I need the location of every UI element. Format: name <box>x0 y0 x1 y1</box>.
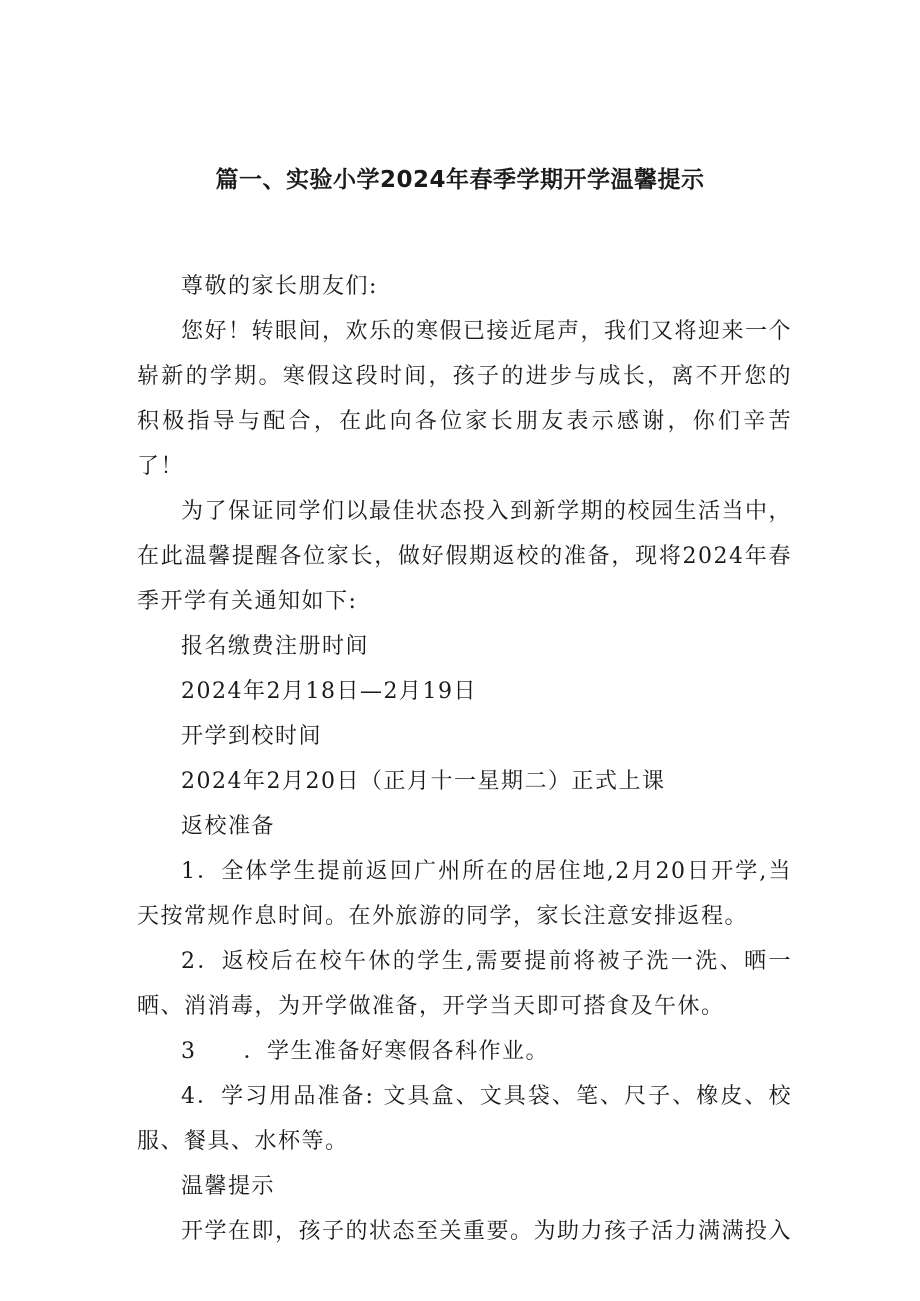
preparation-item-3: 3 ．学生准备好寒假各科作业。 <box>181 1039 549 1064</box>
registration-heading: 报名缴费注册时间 <box>181 634 370 659</box>
document-title: 篇一、实验小学2024年春季学期开学温馨提示 <box>215 167 705 193</box>
document-body <box>137 264 792 1254</box>
arrival-date: 2024年2月20日（正月十一星期二）正式上课 <box>181 769 666 794</box>
preparation-heading: 返校准备 <box>181 814 276 839</box>
intro-paragraph: 您好！转眼间，欢乐的寒假已接近尾声，我们又将迎来一个崭新的学期。寒假这段时间，孩子的进步与成长，离不开您的积极指导与配合，在此向各位家长朋友表示感谢，你们辛苦了！ <box>137 319 793 479</box>
greeting: 尊敬的家长朋友们: <box>181 274 378 299</box>
preparation-item-4: 4．学习用品准备: 文具盒、文具袋、笔、尺子、橡皮、校服、餐具、水杯等。 <box>137 1084 792 1154</box>
tips-heading: 温馨提示 <box>181 1174 276 1199</box>
preparation-item-1: 1．全体学生提前返回广州所在的居住地,2月20日开学,当天按常规作息时间。在外旅游的同学，家长注意安排返程。 <box>137 859 792 929</box>
tips-paragraph: 开学在即，孩子的状态至关重要。为助力孩子活力满满投入 <box>181 1219 793 1244</box>
preparation-item-2: 2．返校后在校午休的学生,需要提前将被子洗一洗、晒一晒、消消毒，为开学做准备，开学当天即可搭食及午休。 <box>137 949 792 1019</box>
registration-date: 2024年2月18日—2月19日 <box>181 679 477 704</box>
notice-paragraph: 为了保证同学们以最佳状态投入到新学期的校园生活当中，在此温馨提醒各位家长，做好假期返校的准备，现将2024年春季开学有关通知如下: <box>137 499 793 614</box>
arrival-heading: 开学到校时间 <box>181 724 323 749</box>
